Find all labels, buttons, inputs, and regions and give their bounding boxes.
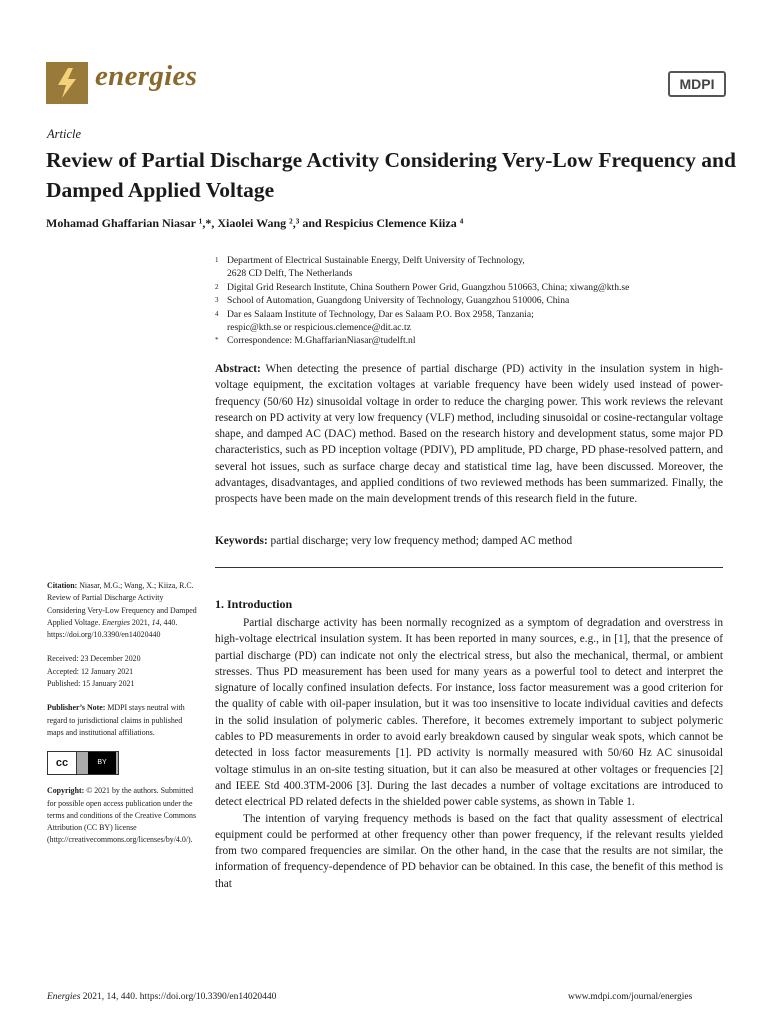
affiliation-number: 1 <box>215 256 219 264</box>
footer-citation-text: 2021, 14, 440. https://doi.org/10.3390/en14020440 <box>82 992 277 1002</box>
citation-year: 2021, <box>131 617 150 627</box>
sidebar <box>47 580 197 859</box>
cc-icon: cc <box>48 752 77 774</box>
publisher-logo: MDPI <box>668 71 726 97</box>
affiliation-list <box>215 254 725 348</box>
affiliation-line: Digital Grid Research Institute, China Southern Power Grid, Guangzhou 510663, China; xiwang@kth.se <box>227 281 630 293</box>
journal-logo-icon <box>46 62 88 104</box>
cc-license-badge[interactable] <box>47 751 119 775</box>
abstract-label: Abstract: <box>215 363 261 375</box>
footer-url-link[interactable]: www.mdpi.com/journal/energies <box>568 992 693 1002</box>
affiliation-item <box>215 294 725 307</box>
citation-doi-link[interactable]: https://doi.org/10.3390/en14020440 <box>47 630 161 640</box>
affiliation-item <box>215 308 725 335</box>
citation-block <box>47 580 197 641</box>
article-type: Article <box>47 127 82 141</box>
abstract-text: When detecting the presence of partial discharge (PD) activity in the insulation system in high-voltage equipment, the excitation voltages at variable frequency have been widely used instead of power-frequency (50/60 Hz) sinusoidal voltage in order to reduce the charging power. This work reviews the relevant research on PD activity at very low frequency (VLF) method, including sinusoidal or cosine-rectangular voltage shape, and damped AC (DAC) method. Based on the research history and development status, some major PD characteristics, such as PD inception voltage (PDIV), PD amplitude, PD charge, PD phase-resolved pattern, and several hot issues, such as surface charge decay and statistical time lag, have been discussed. Moreover, the advantages, disadvantages, and applied conditions of two reviewed methods has been summarized. Finally, the prospects have been made on the main development trends of this research field in the future. <box>215 363 723 506</box>
dates-block <box>47 653 197 690</box>
paragraph: Partial discharge activity has been normally recognized as a symptom of degradation and overstress in high-voltage electrical insulation system. It has been reported in many sources, e.g., in [1], that the presence of partial discharge (PD) can indicate not only the electrical stress, but also the mechanical, thermal, or ambient stresses. Thus PD measurement has been used for many years as a powerful tool to detect and interpret the signature of locally confined insulation defects. For instance, loss factor measurement was a good criterion for the quality of cable with oil-paper insulation, but it was too insensitive to locate individual cavities and defects in the solid insulation of polymeric cables. Therefore, it becomes extremely important to subject polymeric cables to PD measurements in order to avoid early breakdown caused by singular weak spots, which cannot be detected in loss factor measurements [1]. PD activity is normally measured with 50/60 Hz AC sinusoidal voltage stimulus in an on-site testing situation, but it can also be measured at other voltages or frequencies [2] and IEEE Std 400.3TM-2006 [3]. During the last decades a number of voltage excitations are introduced to detect electrical PD related defects in the shielded power cable systems, as shown in Table 1. <box>215 617 723 809</box>
affiliation-number: 2 <box>215 282 219 291</box>
affiliation-line: Correspondence: M.GhaffarianNiasar@tudelft.nl <box>227 335 416 347</box>
journal-name: energies <box>95 60 198 92</box>
citation-pages: 440. <box>163 617 178 627</box>
by-icon: BY <box>88 752 116 774</box>
footer-citation <box>47 992 276 1002</box>
citation-volume: 14, <box>151 617 162 627</box>
article-title: Review of Partial Discharge Activity Considering Very-Low Frequency and Damped Applied Voltage <box>46 148 736 202</box>
accepted-date: Accepted: 12 January 2021 <box>47 666 134 676</box>
keywords-label: Keywords: <box>215 535 268 547</box>
affiliation-line: School of Automation, Guangdong University of Technology, Guangzhou 510006, China <box>227 295 570 307</box>
affiliation-number: * <box>215 336 219 345</box>
keywords-text: partial discharge; very low frequency method; damped AC method <box>270 535 573 547</box>
copyright-block <box>47 785 197 846</box>
affiliation-number: 3 <box>215 296 219 305</box>
divider <box>215 567 723 568</box>
citation-journal: Energies <box>102 617 130 627</box>
citation-text: Niasar, M.G.; Wang, X.; Kiiza, R.C. Review of Partial Discharge Activity Considering Very-Low Frequency and Damped Applied Voltage. <box>47 581 197 627</box>
affiliation-item <box>215 334 725 347</box>
publisher-note-label: Publisher’s Note: <box>47 703 106 713</box>
published-date: Published: 15 January 2021 <box>47 679 135 689</box>
author-list: Mohamad Ghaffarian Niasar ¹,*, Xiaolei Wang ²,³ and Respicius Clemence Kiiza ⁴ <box>46 216 464 230</box>
received-date: Received: 23 December 2020 <box>47 654 141 664</box>
affiliation-item <box>215 281 725 294</box>
publisher-note-text: MDPI stays neutral with regard to jurisdictional claims in published maps and institutional affiliations. <box>47 703 185 737</box>
affiliation-item <box>215 254 725 281</box>
section-heading: 1. Introduction <box>215 597 293 611</box>
affiliation-line: 2628 CD Delft, The Netherlands <box>227 268 353 280</box>
copyright-text: © 2021 by the authors. Submitted for possible open access publication under the terms and conditions of the Creative Commons Attribution (CC BY) license (http://creativecommons.org/licenses/by/4.0/). <box>47 786 197 845</box>
copyright-label: Copyright: <box>47 786 85 796</box>
publisher-note <box>47 702 197 739</box>
affiliation-line: Department of Electrical Sustainable Energy, Delft University of Technology, <box>227 255 525 266</box>
affiliation-line: Dar es Salaam Institute of Technology, Dar es Salaam P.O. Box 2958, Tanzania; <box>227 308 534 320</box>
affiliation-line: respic@kth.se or respicious.clemence@dit.ac.tz <box>227 322 411 334</box>
keywords <box>215 535 723 547</box>
introduction-body <box>215 615 723 892</box>
affiliation-number: 4 <box>215 309 219 318</box>
abstract <box>215 361 723 508</box>
citation-label: Citation: <box>47 581 78 590</box>
paragraph: The intention of varying frequency methods is based on the fact that quality assessment of electrical equipment could be performed at other frequency other than power frequency, if the relevant results yielded from two compared frequencies are similar. On the other hand, in the case that the results are not similar, the information of frequency-dependence of PD behavior can be obtained. In this case, the benefit of this method is that <box>215 812 723 890</box>
footer-journal: Energies <box>47 992 81 1002</box>
